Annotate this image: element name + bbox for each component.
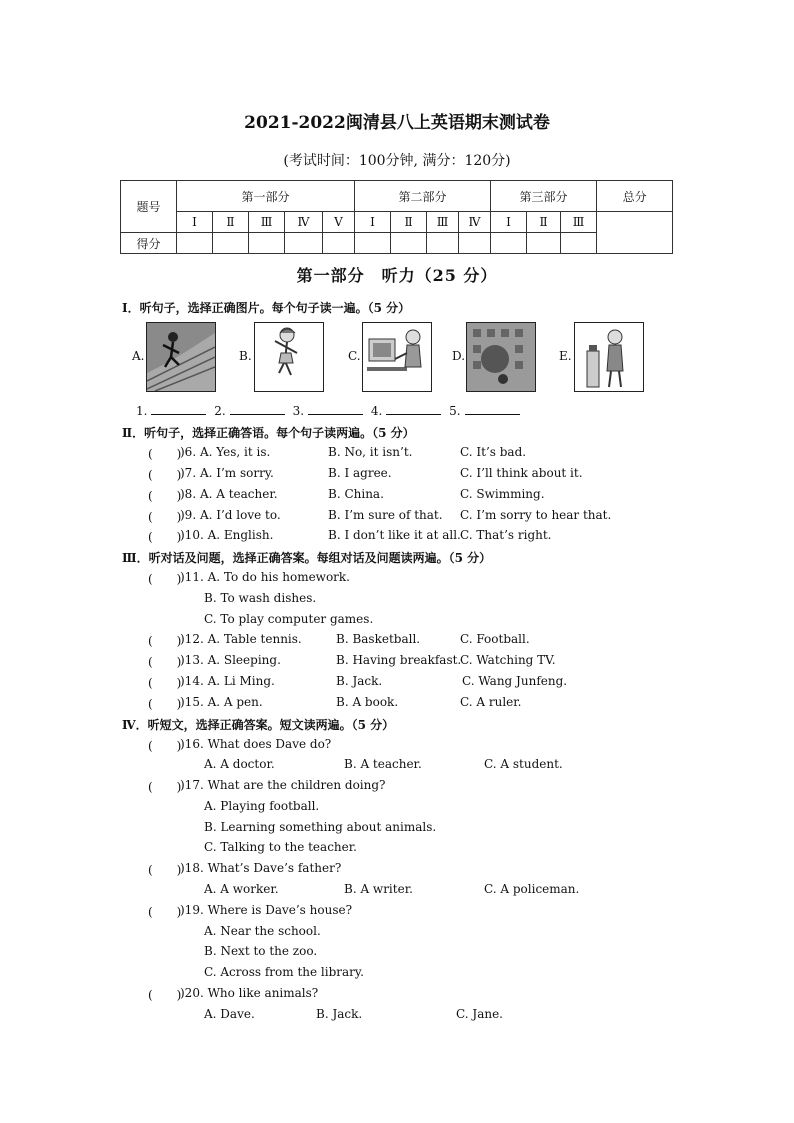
q19-option-c: C. Across from the library. bbox=[204, 965, 364, 979]
answer-paren[interactable]: ( ) bbox=[148, 739, 182, 753]
q20-option-b: B. Jack. bbox=[316, 1007, 363, 1021]
picture-label-c: C. bbox=[348, 349, 361, 363]
sub-col: Ⅰ bbox=[355, 212, 391, 233]
sub-col: Ⅰ bbox=[491, 212, 527, 233]
q11-option-c: C. To play computer games. bbox=[204, 612, 374, 626]
q14-option-c: C. Wang Junfeng. bbox=[462, 674, 568, 688]
picture-a-stairs-runner bbox=[146, 322, 216, 392]
score-cell[interactable] bbox=[427, 233, 459, 254]
sub-col: Ⅲ bbox=[561, 212, 597, 233]
blank-label: 4. bbox=[370, 404, 383, 418]
q19-option-a: A. Near the school. bbox=[204, 924, 321, 938]
q18-question: )18. What’s Dave’s father? bbox=[180, 861, 342, 875]
score-cell[interactable] bbox=[527, 233, 561, 254]
q7-option-a: )7. A. I’m sorry. bbox=[180, 466, 274, 480]
blank-label: 1. bbox=[136, 404, 148, 418]
q8-option-b: B. China. bbox=[328, 487, 384, 501]
q16-question: )16. What does Dave do? bbox=[180, 737, 332, 751]
sub-col: Ⅱ bbox=[391, 212, 427, 233]
q16-option-c: C. A student. bbox=[484, 757, 563, 771]
score-cell[interactable] bbox=[355, 233, 391, 254]
exam-title: 2021-2022闽清县八上英语期末测试卷 bbox=[244, 113, 550, 133]
answer-paren[interactable]: ( ) bbox=[148, 988, 182, 1002]
answer-paren[interactable]: ( ) bbox=[148, 655, 182, 669]
section-2-instruction: Ⅱ．听句子，选择正确答语。每个句子读两遍。（5 分） bbox=[122, 426, 415, 440]
section-4-instruction: Ⅳ．听短文，选择正确答案。短文读两遍。（5 分） bbox=[122, 718, 395, 732]
q9-option-b: B. I’m sure of that. bbox=[328, 508, 443, 522]
q6-option-a: )6. A. Yes, it is. bbox=[180, 445, 271, 459]
q18-option-b: B. A writer. bbox=[344, 882, 413, 896]
score-cell[interactable] bbox=[459, 233, 491, 254]
answer-paren[interactable]: ( ) bbox=[148, 530, 182, 544]
q19-option-b: B. Next to the zoo. bbox=[204, 944, 318, 958]
score-cell[interactable] bbox=[391, 233, 427, 254]
score-cell[interactable] bbox=[213, 233, 249, 254]
q10-option-a: )10. A. English. bbox=[180, 528, 274, 542]
answer-blank-1[interactable] bbox=[151, 403, 206, 415]
sub-col: Ⅳ bbox=[285, 212, 323, 233]
q8-option-a: )8. A. A teacher. bbox=[180, 487, 278, 501]
score-cell[interactable] bbox=[561, 233, 597, 254]
q12-option-b: B. Basketball. bbox=[336, 632, 421, 646]
q17-option-a: A. Playing football. bbox=[204, 799, 320, 813]
q11-option-b: B. To wash dishes. bbox=[204, 591, 317, 605]
q15-option-b: B. A book. bbox=[336, 695, 399, 709]
part1-col-header: 第一部分 bbox=[177, 181, 355, 212]
score-cell[interactable] bbox=[177, 233, 213, 254]
answer-blank-4[interactable] bbox=[386, 403, 441, 415]
q6-option-b: B. No, it isn’t. bbox=[328, 445, 413, 459]
sub-col: Ⅳ bbox=[459, 212, 491, 233]
answer-paren[interactable]: ( ) bbox=[148, 468, 182, 482]
q16-option-b: B. A teacher. bbox=[344, 757, 422, 771]
blank-label: 3. bbox=[292, 404, 305, 418]
part2-col-header: 第二部分 bbox=[355, 181, 491, 212]
answer-paren[interactable]: ( ) bbox=[148, 863, 182, 877]
q17-option-b: B. Learning something about animals. bbox=[204, 820, 437, 834]
score-cell[interactable] bbox=[249, 233, 285, 254]
q20-option-a: A. Dave. bbox=[204, 1007, 255, 1021]
section-1-instruction: Ⅰ．听句子，选择正确图片。每个句子读一遍。（5 分） bbox=[122, 301, 411, 315]
q7-option-c: C. I’ll think about it. bbox=[460, 466, 583, 480]
q18-option-c: C. A policeman. bbox=[484, 882, 580, 896]
picture-label-b: B. bbox=[239, 349, 252, 363]
score-cell[interactable] bbox=[285, 233, 323, 254]
q10-option-b: B. I don’t like it at all. bbox=[328, 528, 461, 542]
q6-option-c: C. It’s bad. bbox=[460, 445, 527, 459]
answer-paren[interactable]: ( ) bbox=[148, 489, 182, 503]
q13-option-b: B. Having breakfast. bbox=[336, 653, 462, 667]
q9-option-c: C. I’m sorry to hear that. bbox=[460, 508, 612, 522]
exam-subtitle: (考试时间：100分钟, 满分：120分) bbox=[283, 153, 511, 169]
blank-label: 5. bbox=[449, 404, 461, 418]
q9-option-a: )9. A. I’d love to. bbox=[180, 508, 281, 522]
q16-option-a: A. A doctor. bbox=[204, 757, 275, 771]
q10-option-c: C. That’s right. bbox=[460, 528, 552, 542]
q13-option-a: )13. A. Sleeping. bbox=[180, 653, 281, 667]
score-table bbox=[120, 180, 673, 254]
picture-label-a: A. bbox=[132, 349, 145, 363]
sub-col: Ⅱ bbox=[213, 212, 249, 233]
q20-question: )20. Who like animals? bbox=[180, 986, 319, 1000]
answer-paren[interactable]: ( ) bbox=[148, 572, 182, 586]
q11-option-a: )11. A. To do his homework. bbox=[180, 570, 350, 584]
q19-question: )19. Where is Dave’s house? bbox=[180, 903, 353, 917]
q14-option-b: B. Jack. bbox=[336, 674, 383, 688]
answer-blank-5[interactable] bbox=[465, 403, 520, 415]
sub-col: Ⅲ bbox=[249, 212, 285, 233]
q12-option-a: )12. A. Table tennis. bbox=[180, 632, 302, 646]
q15-option-c: C. A ruler. bbox=[460, 695, 522, 709]
sub-col: Ⅲ bbox=[427, 212, 459, 233]
answer-blank-3[interactable] bbox=[308, 403, 363, 415]
picture-e-person-phone bbox=[574, 322, 644, 392]
picture-b-girl bbox=[254, 322, 324, 392]
q12-option-c: C. Football. bbox=[460, 632, 530, 646]
picture-c-computer-boy bbox=[362, 322, 432, 392]
answer-blanks-row bbox=[136, 403, 524, 418]
part3-col-header: 第三部分 bbox=[491, 181, 597, 212]
q17-question: )17. What are the children doing? bbox=[180, 778, 386, 792]
q20-option-c: C. Jane. bbox=[456, 1007, 503, 1021]
answer-paren[interactable]: ( ) bbox=[148, 447, 182, 461]
answer-paren[interactable]: ( ) bbox=[148, 697, 182, 711]
q17-option-c: C. Talking to the teacher. bbox=[204, 840, 357, 854]
row-label-score: 得分 bbox=[121, 233, 177, 254]
q18-option-a: A. A worker. bbox=[204, 882, 279, 896]
blank-label: 2. bbox=[214, 404, 226, 418]
answer-paren[interactable]: ( ) bbox=[148, 780, 182, 794]
answer-blank-2[interactable] bbox=[230, 403, 285, 415]
sub-col: Ⅱ bbox=[527, 212, 561, 233]
answer-paren[interactable]: ( ) bbox=[148, 510, 182, 524]
q14-option-a: )14. A. Li Ming. bbox=[180, 674, 275, 688]
row-label-number: 题号 bbox=[121, 181, 177, 233]
answer-paren[interactable]: ( ) bbox=[148, 634, 182, 648]
answer-paren[interactable]: ( ) bbox=[148, 676, 182, 690]
picture-label-e: E. bbox=[559, 349, 572, 363]
picture-label-d: D. bbox=[452, 349, 466, 363]
sub-col: Ⅴ bbox=[323, 212, 355, 233]
q15-option-a: )15. A. A pen. bbox=[180, 695, 263, 709]
picture-d-building-fire bbox=[466, 322, 536, 392]
score-cell[interactable] bbox=[491, 233, 527, 254]
score-cell[interactable] bbox=[323, 233, 355, 254]
total-col-header: 总分 bbox=[597, 181, 673, 212]
q8-option-c: C. Swimming. bbox=[460, 487, 545, 501]
section-3-instruction: Ⅲ．听对话及问题，选择正确答案。每组对话及问题读两遍。（5 分） bbox=[122, 551, 492, 565]
sub-col: Ⅰ bbox=[177, 212, 213, 233]
total-score-cell[interactable] bbox=[597, 212, 673, 254]
part1-heading: 第一部分 听力（25 分） bbox=[296, 266, 498, 285]
answer-paren[interactable]: ( ) bbox=[148, 905, 182, 919]
q13-option-c: C. Watching TV. bbox=[460, 653, 556, 667]
q7-option-b: B. I agree. bbox=[328, 466, 392, 480]
